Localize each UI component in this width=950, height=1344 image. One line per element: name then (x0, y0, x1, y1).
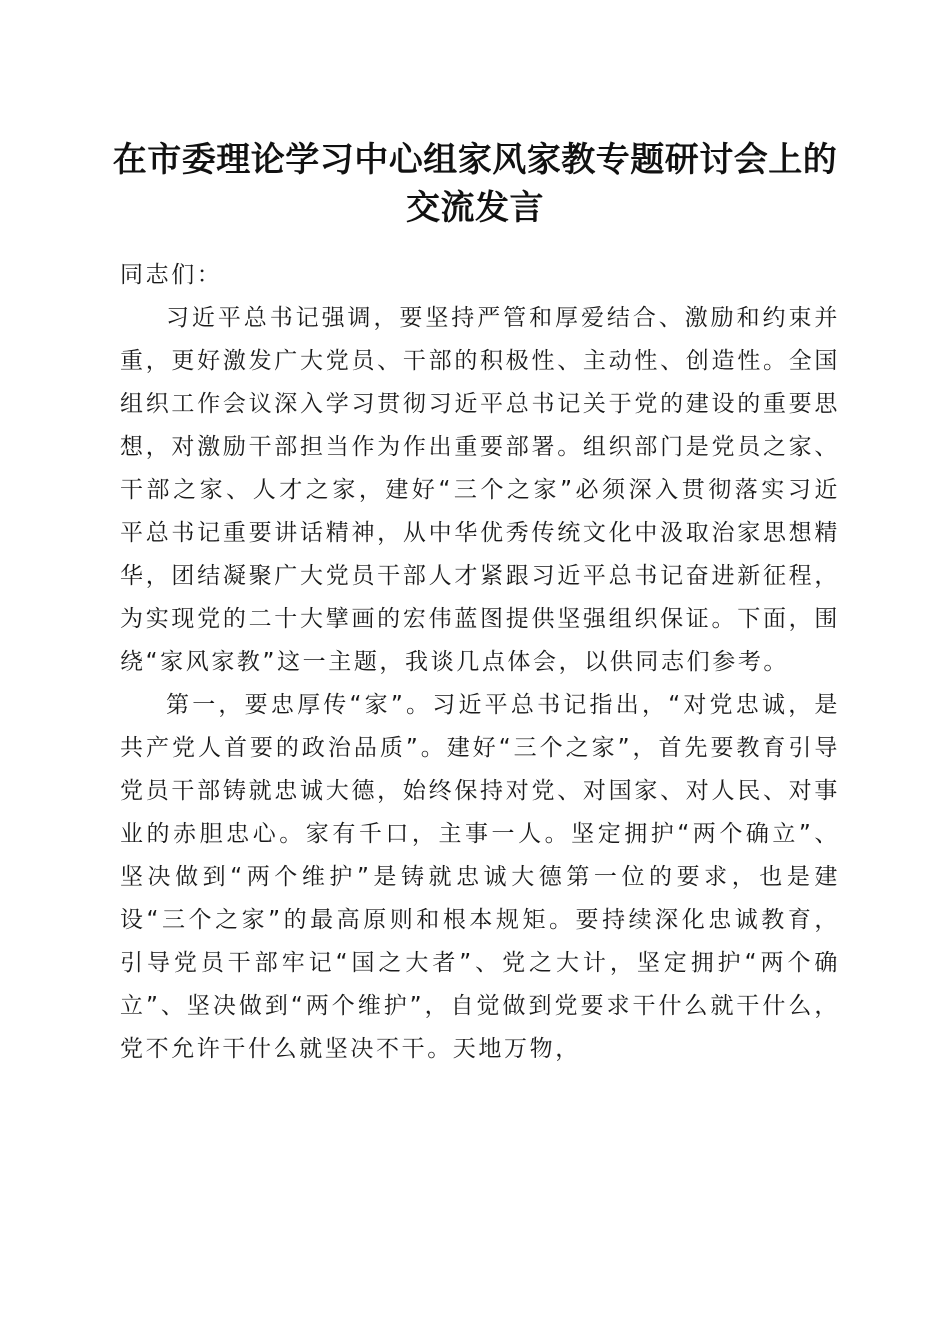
salutation: 同志们： (120, 262, 223, 288)
paragraph-first-point (120, 684, 840, 1071)
paragraph-lead: 第一，要忠厚传“家”。 (166, 692, 433, 718)
paragraph-text: 习近平总书记指出，“对党忠诚，是共产党人首要的政治品质”。建好“三个之家”，首先要教育引导党员干部铸就忠诚大德，始终保持对党、对国家、对人民、对事业的赤胆忠心。家有千口，主事一人。坚定拥护“两个确立”、坚决做到“两个维护”是铸就忠诚大德第一位的要求，也是建设“三个之家”的最高原则和根本规矩。要持续深化忠诚教育，引导党员干部牢记“国之大者”、党之大计，坚定拥护“两个确立”、坚决做到“两个维护”，自觉做到党要求干什么就干什么，党不允许干什么就坚决不干。天地万物， (120, 692, 841, 1062)
document-title: 在市委理论学习中心组家风家教专题研讨会上的交流发言 (112, 140, 838, 228)
paragraph-intro (120, 297, 840, 684)
paragraph-text: 习近平总书记强调，要坚持严管和厚爱结合、激励和约束并重，更好激发广大党员、干部的积极性、主动性、创造性。全国组织工作会议深入学习贯彻习近平总书记关于党的建设的重要思想，对激励干部担当作为作出重要部署。组织部门是党员之家、干部之家、人才之家，建好“三个之家”必须深入贯彻落实习近平总书记重要讲话精神，从中华优秀传统文化中汲取治家思想精华，团结凝聚广大党员干部人才紧跟习近平总书记奋进新征程，为实现党的二十大擘画的宏伟蓝图提供坚强组织保证。下面，围绕“家风家教”这一主题，我谈几点体会，以供同志们参考。 (120, 305, 840, 675)
document-body (120, 254, 840, 1071)
